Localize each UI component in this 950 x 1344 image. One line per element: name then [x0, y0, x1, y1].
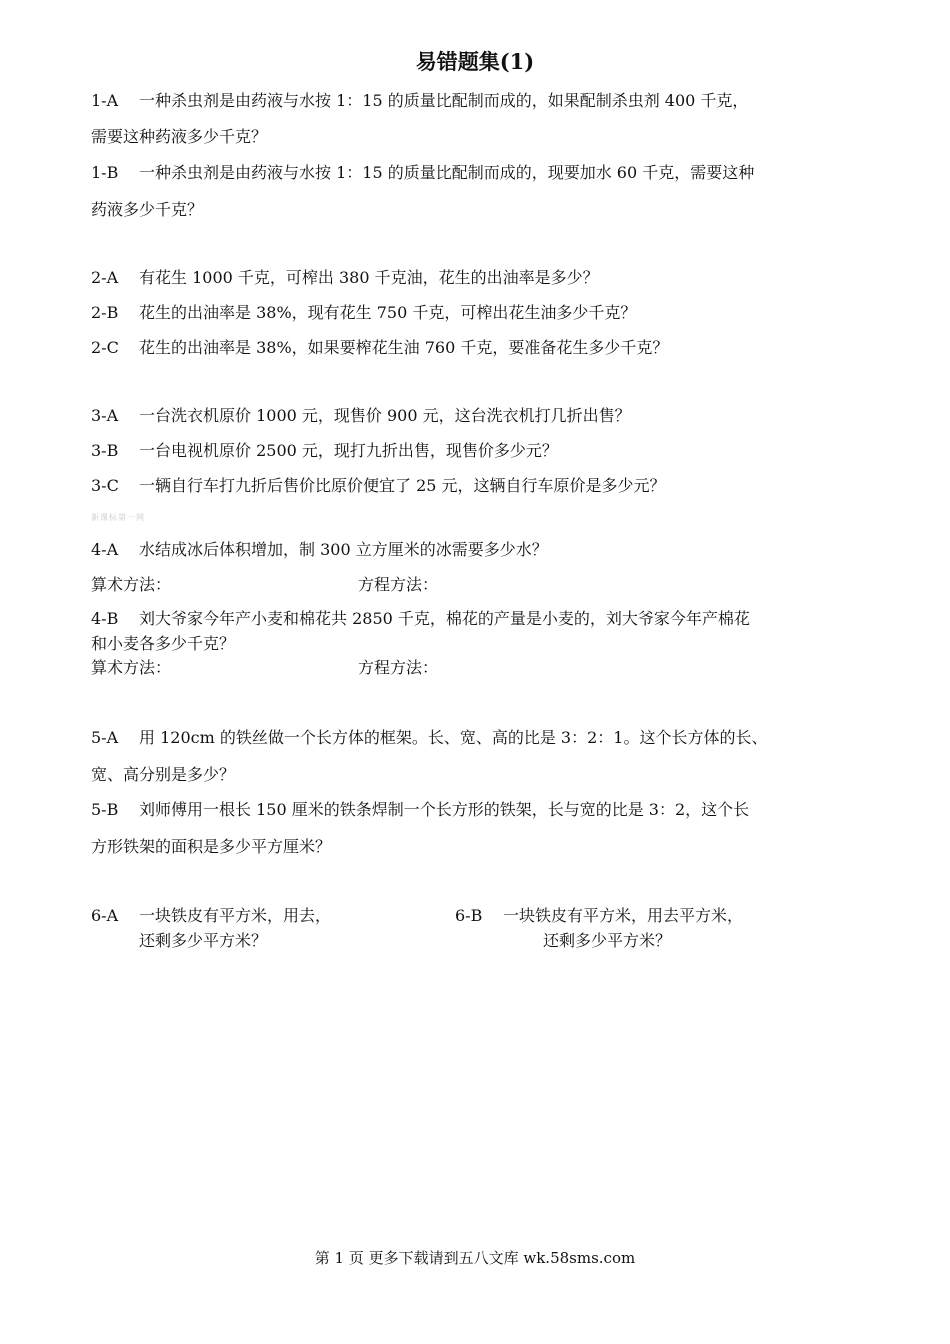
question-6b-cont: 还剩多少平方米？ — [543, 931, 672, 950]
question-id: 4-A — [91, 540, 119, 559]
question-text: 一块铁皮有平方米，用去平方米， — [503, 906, 744, 925]
question-id: 5-B — [91, 800, 119, 819]
question-1b — [91, 160, 754, 183]
method-equation-label: 方程方法： — [358, 658, 439, 677]
question-1a — [91, 88, 748, 111]
question-4b — [91, 606, 750, 629]
question-text: 一种杀虫剂是由药液与水按 1：15 的质量比配制而成的，现要加水 60 千克，需要这种 — [139, 163, 755, 182]
question-6a — [91, 903, 331, 926]
question-id: 1-A — [91, 91, 119, 110]
question-6b — [455, 903, 743, 926]
question-text: 一种杀虫剂是由药液与水按 1：15 的质量比配制而成的，如果配制杀虫剂 400 千克， — [139, 91, 749, 110]
question-text: 一台洗衣机原价 1000 元，现售价 900 元，这台洗衣机打几折出售？ — [139, 406, 631, 425]
question-4a — [91, 537, 548, 560]
question-id: 2-B — [91, 303, 119, 322]
question-id: 6-B — [455, 906, 483, 925]
question-1a-cont: 需要这种药液多少千克？ — [91, 127, 268, 146]
question-6a-cont: 还剩多少平方米？ — [139, 931, 268, 950]
question-text: 花生的出油率是 38%，如果要榨花生油 760 千克，要准备花生多少千克？ — [139, 338, 669, 357]
question-5a — [91, 725, 767, 748]
question-5b — [91, 797, 749, 820]
question-id: 6-A — [91, 906, 119, 925]
method-arithmetic-label: 算术方法： — [91, 575, 172, 594]
question-text: 水结成冰后体积增加，制 300 立方厘米的冰需要多少水？ — [139, 540, 548, 559]
question-text: 刘大爷家今年产小麦和棉花共 2850 千克，棉花的产量是小麦的，刘大爷家今年产棉花 — [139, 609, 750, 628]
question-id: 3-B — [91, 441, 119, 460]
page-footer: 第 1 页 更多下载请到五八文库 wk.58sms.com — [314, 1249, 636, 1267]
question-2b — [91, 300, 636, 323]
question-id: 4-B — [91, 609, 119, 628]
question-5a-cont: 宽、高分别是多少？ — [91, 765, 236, 784]
question-2c — [91, 335, 668, 358]
question-3b — [91, 438, 558, 461]
question-id: 3-A — [91, 406, 119, 425]
question-id: 2-C — [91, 338, 119, 357]
watermark: 新课标第一网 — [91, 513, 145, 522]
question-id: 1-B — [91, 163, 119, 182]
question-3a — [91, 403, 631, 426]
question-text: 有花生 1000 千克，可榨出 380 千克油，花生的出油率是多少？ — [139, 268, 599, 287]
question-id: 5-A — [91, 728, 119, 747]
question-id: 2-A — [91, 268, 119, 287]
question-text: 用 120cm 的铁丝做一个长方体的框架。长、宽、高的比是 3：2：1。这个长方体的长、 — [139, 728, 768, 747]
question-3c — [91, 473, 666, 496]
page-title: 易错题集(1) — [415, 49, 535, 74]
question-text: 一辆自行车打九折后售价比原价便宜了 25 元，这辆自行车原价是多少元？ — [139, 476, 666, 495]
question-2a — [91, 265, 599, 288]
question-text: 刘师傅用一根长 150 厘米的铁条焊制一个长方形的铁架，长与宽的比是 3：2，这个长 — [139, 800, 750, 819]
question-4b-cont: 和小麦各多少千克？ — [91, 634, 236, 653]
question-5b-cont: 方形铁架的面积是多少平方厘米？ — [91, 837, 332, 856]
question-text: 一块铁皮有平方米，用去， — [139, 906, 332, 925]
question-1b-cont: 药液多少千克？ — [91, 200, 204, 219]
question-text: 花生的出油率是 38%，现有花生 750 千克，可榨出花生油多少千克？ — [139, 303, 637, 322]
question-text: 一台电视机原价 2500 元，现打九折出售，现售价多少元？ — [139, 441, 558, 460]
method-equation-label: 方程方法： — [358, 575, 439, 594]
question-id: 3-C — [91, 476, 119, 495]
method-arithmetic-label: 算术方法： — [91, 658, 172, 677]
